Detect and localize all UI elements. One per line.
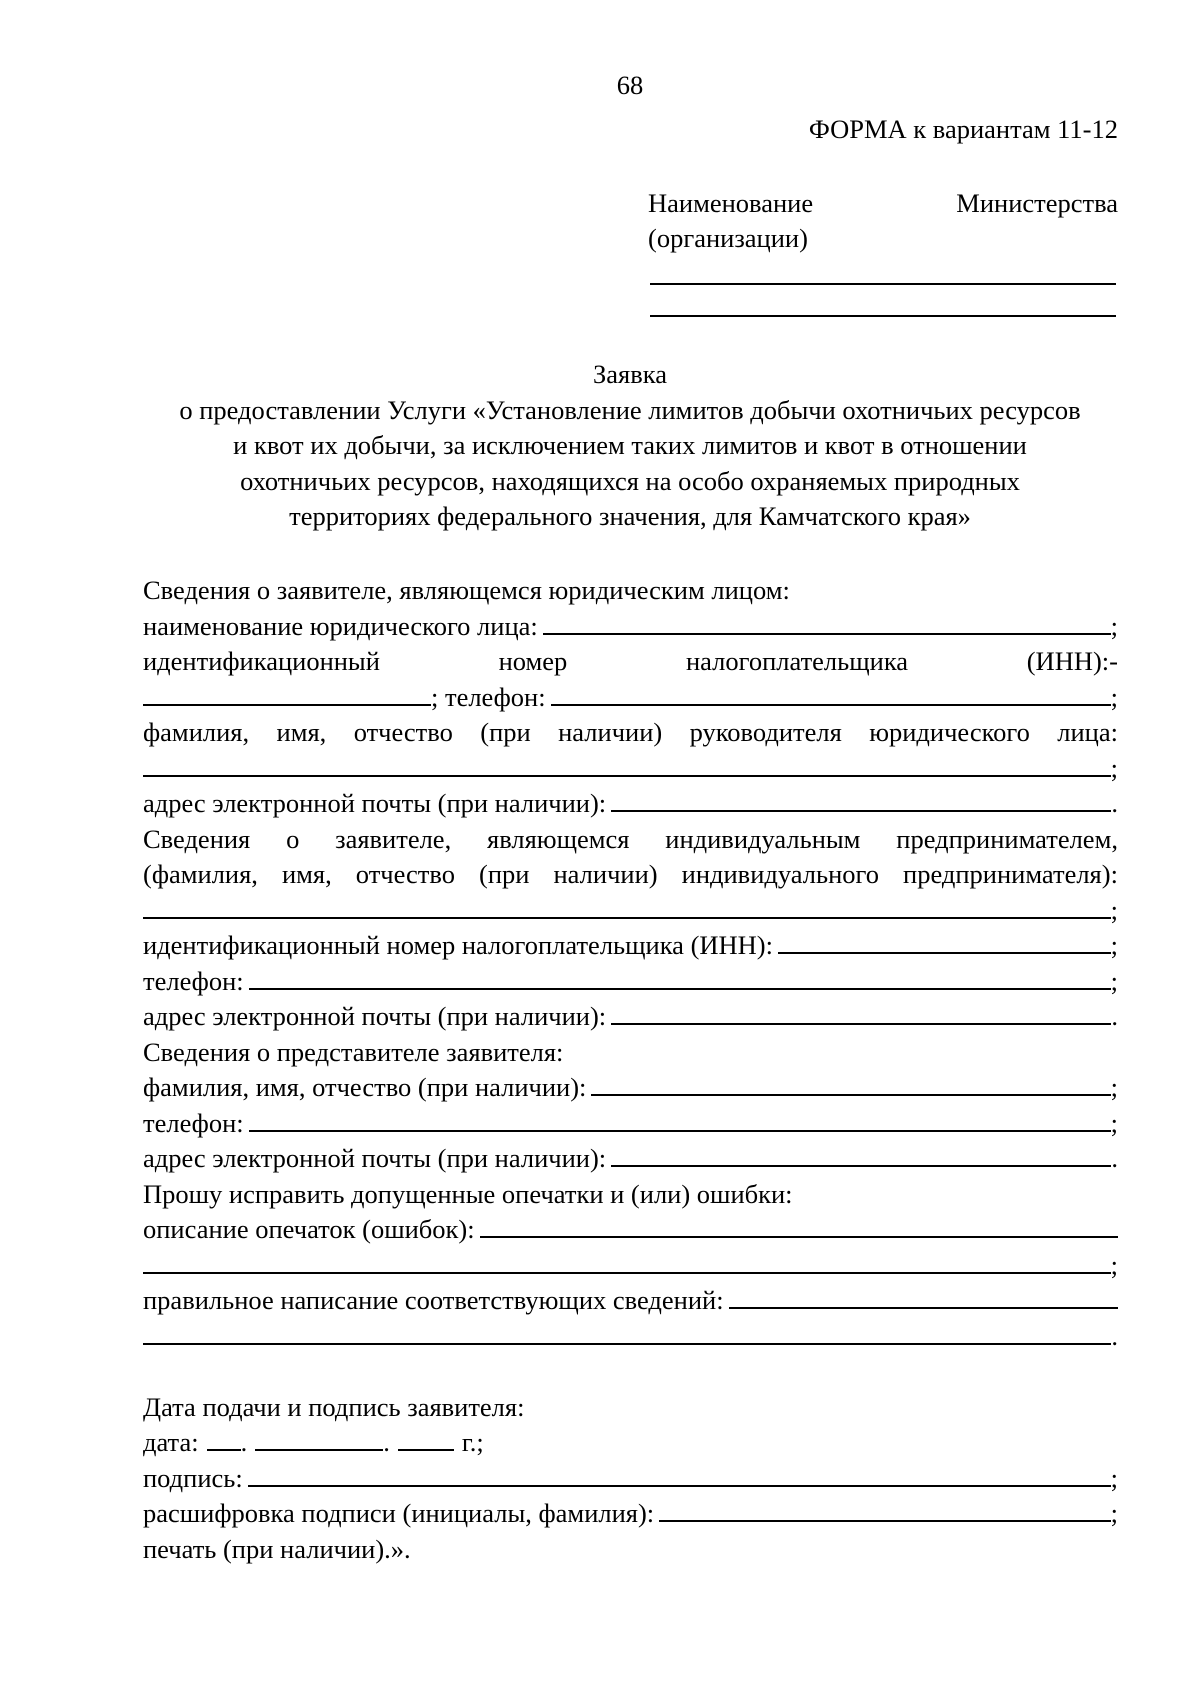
ip-header-word: Сведения xyxy=(143,823,251,854)
errors-correct-row xyxy=(143,1283,1118,1319)
legal-head-field-row xyxy=(143,751,1118,787)
ip-fio-word: (фамилия, xyxy=(143,859,258,889)
errors-correct-label: правильное написание соответствующих сведений: xyxy=(143,1285,724,1315)
legal-inn-phone-row xyxy=(143,680,1118,716)
decode-field[interactable] xyxy=(659,1497,1110,1522)
sign-stamp-row xyxy=(143,1532,1118,1568)
ip-email-field[interactable] xyxy=(611,1000,1111,1025)
inn-word: (ИНН):- xyxy=(1026,646,1118,676)
title-heading: Заявка xyxy=(593,359,667,389)
sign-signature-row xyxy=(143,1461,1118,1497)
semicolon: ; xyxy=(1110,752,1118,783)
ip-fio-word: индивидуального xyxy=(681,859,879,889)
organization-row xyxy=(648,186,1118,221)
errors-desc-row xyxy=(143,1212,1118,1248)
ip-header-row xyxy=(143,822,1118,858)
ip-header-word: индивидуальным xyxy=(665,823,861,854)
date-day-field[interactable] xyxy=(207,1426,241,1451)
ip-fio-row xyxy=(143,857,1118,893)
date-month-field[interactable] xyxy=(255,1426,383,1451)
ip-inn-field[interactable] xyxy=(778,929,1111,954)
errors-header xyxy=(143,1177,1118,1213)
ip-email-label: адрес электронной почты (при наличии): xyxy=(143,1001,607,1031)
ip-phone-field[interactable] xyxy=(249,965,1111,990)
legal-inn-row xyxy=(143,644,1118,680)
head-word: фамилия, xyxy=(143,717,250,747)
sign-date-label: дата: xyxy=(143,1427,199,1457)
page-number: 68 xyxy=(616,70,644,100)
errors-correct-field-2[interactable] xyxy=(143,1320,1111,1345)
legal-email-label: адрес электронной почты (при наличии): xyxy=(143,788,607,818)
ip-fio-field[interactable] xyxy=(143,894,1111,919)
ip-inn-row xyxy=(143,928,1118,964)
title-line-1: о предоставлении Услуги «Установление лимитов добычи охотничьих ресурсов xyxy=(179,394,1081,425)
period: . xyxy=(383,1427,390,1457)
legal-head-row xyxy=(143,715,1118,751)
period: . xyxy=(1111,1320,1118,1351)
errors-desc-field-2[interactable] xyxy=(143,1249,1111,1274)
rep-email-label: адрес электронной почты (при наличии): xyxy=(143,1143,607,1173)
semicolon: ; xyxy=(1110,965,1118,996)
org-word-name: Наименование xyxy=(648,188,814,218)
head-word: юридического xyxy=(869,717,1030,747)
rep-fio-label: фамилия, имя, отчество (при наличии): xyxy=(143,1072,587,1102)
rep-phone-field[interactable] xyxy=(249,1107,1111,1132)
rep-header xyxy=(143,1035,1118,1071)
ip-header-word: предпринимателем, xyxy=(896,823,1118,854)
year-suffix: г.; xyxy=(461,1427,484,1457)
legal-head-fio-field[interactable] xyxy=(143,752,1111,777)
ip-fio-word: предпринимателя): xyxy=(903,859,1118,889)
sign-header-text: Дата подачи и подпись заявителя: xyxy=(143,1391,525,1422)
period: . xyxy=(1111,1001,1118,1031)
semicolon: ; xyxy=(1110,610,1118,641)
rep-fio-row xyxy=(143,1070,1118,1106)
decode-label: расшифровка подписи (инициалы, фамилия): xyxy=(143,1498,655,1528)
errors-correct-row-2 xyxy=(143,1319,1118,1355)
legal-name-row xyxy=(143,609,1118,645)
legal-email-field[interactable] xyxy=(611,787,1111,812)
title-line-2: и квот их добычи, за исключением таких лимитов и квот в отношении xyxy=(233,430,1027,460)
sign-decode-row xyxy=(143,1496,1118,1532)
ip-header-word: заявителе, xyxy=(335,823,452,854)
semicolon: ; xyxy=(1110,1072,1118,1102)
ip-fio-word: (при xyxy=(479,859,530,889)
rep-fio-field[interactable] xyxy=(591,1071,1110,1096)
legal-phone-field[interactable] xyxy=(551,681,1111,706)
signature-label: подпись: xyxy=(143,1462,243,1493)
period: . xyxy=(1111,1143,1118,1173)
title-line-4: территориях федерального значения, для Камчатского края» xyxy=(289,501,971,531)
head-word: руководителя xyxy=(689,717,842,747)
inn-word: идентификационный xyxy=(143,646,380,676)
ip-inn-label: идентификационный номер налогоплательщика (ИНН): xyxy=(143,930,773,960)
head-word: наличии) xyxy=(558,717,663,747)
rep-email-row xyxy=(143,1141,1118,1177)
rep-email-field[interactable] xyxy=(611,1142,1111,1167)
spacer xyxy=(143,1354,1118,1390)
legal-header xyxy=(143,573,1118,609)
legal-email-row xyxy=(143,786,1118,822)
org-line-organization: (организации) xyxy=(648,223,808,253)
semicolon: ; xyxy=(1110,1249,1118,1280)
legal-name-label: наименование юридического лица: xyxy=(143,610,538,641)
legal-phone-label: ; телефон: xyxy=(431,681,546,712)
semicolon: ; xyxy=(1110,1498,1118,1528)
sign-header xyxy=(143,1390,1118,1426)
stamp-label: печать (при наличии).». xyxy=(143,1533,411,1564)
semicolon: ; xyxy=(1110,1462,1118,1493)
semicolon: ; xyxy=(1110,930,1118,960)
ip-phone-label: телефон: xyxy=(143,965,244,996)
sign-date-row xyxy=(143,1425,1118,1461)
errors-correct-field[interactable] xyxy=(729,1284,1118,1309)
errors-desc-row-2 xyxy=(143,1248,1118,1284)
document-title xyxy=(130,357,1130,535)
inn-word: налогоплательщика xyxy=(685,646,909,676)
errors-desc-label: описание опечаток (ошибок): xyxy=(143,1214,475,1244)
organization-name-field-1[interactable] xyxy=(650,283,1116,285)
head-word: (при xyxy=(480,717,531,747)
head-word: имя, xyxy=(276,717,327,747)
inn-word: номер xyxy=(498,646,568,676)
rep-header-text: Сведения о представителе заявителя: xyxy=(143,1036,564,1067)
period: . xyxy=(1111,788,1118,818)
rep-phone-row xyxy=(143,1106,1118,1142)
semicolon: ; xyxy=(1110,681,1118,712)
head-word: отчество xyxy=(353,717,453,747)
date-year-field[interactable] xyxy=(398,1426,454,1451)
ip-header-word: о xyxy=(286,823,300,854)
form-label: ФОРМА к вариантам 11-12 xyxy=(808,114,1118,144)
ip-fio-word: имя, xyxy=(281,859,332,889)
errors-desc-field[interactable] xyxy=(480,1213,1118,1238)
signature-field[interactable] xyxy=(248,1462,1111,1487)
legal-header-text: Сведения о заявителе, являющемся юридическим лицом: xyxy=(143,575,790,605)
errors-header-text: Прошу исправить допущенные опечатки и (или) ошибки: xyxy=(143,1178,793,1209)
form-body xyxy=(143,573,1118,1567)
head-word: лица: xyxy=(1057,717,1118,747)
legal-name-field[interactable] xyxy=(543,610,1111,635)
semicolon: ; xyxy=(1110,894,1118,925)
semicolon: ; xyxy=(1110,1107,1118,1138)
ip-phone-row xyxy=(143,964,1118,1000)
ip-fio-field-row xyxy=(143,893,1118,929)
ip-fio-word: отчество xyxy=(355,859,455,889)
organization-name-field-2[interactable] xyxy=(650,315,1116,317)
organization-block xyxy=(648,186,1118,256)
legal-inn-field[interactable] xyxy=(143,681,431,706)
rep-phone-label: телефон: xyxy=(143,1107,244,1138)
ip-fio-word: наличии) xyxy=(553,859,658,889)
ip-header-word: являющемся xyxy=(487,823,630,854)
ip-email-row xyxy=(143,999,1118,1035)
title-line-3: охотничьих ресурсов, находящихся на особо охраняемых природных xyxy=(240,465,1020,496)
period: . xyxy=(240,1427,248,1457)
org-word-ministry: Министерства xyxy=(956,188,1118,218)
